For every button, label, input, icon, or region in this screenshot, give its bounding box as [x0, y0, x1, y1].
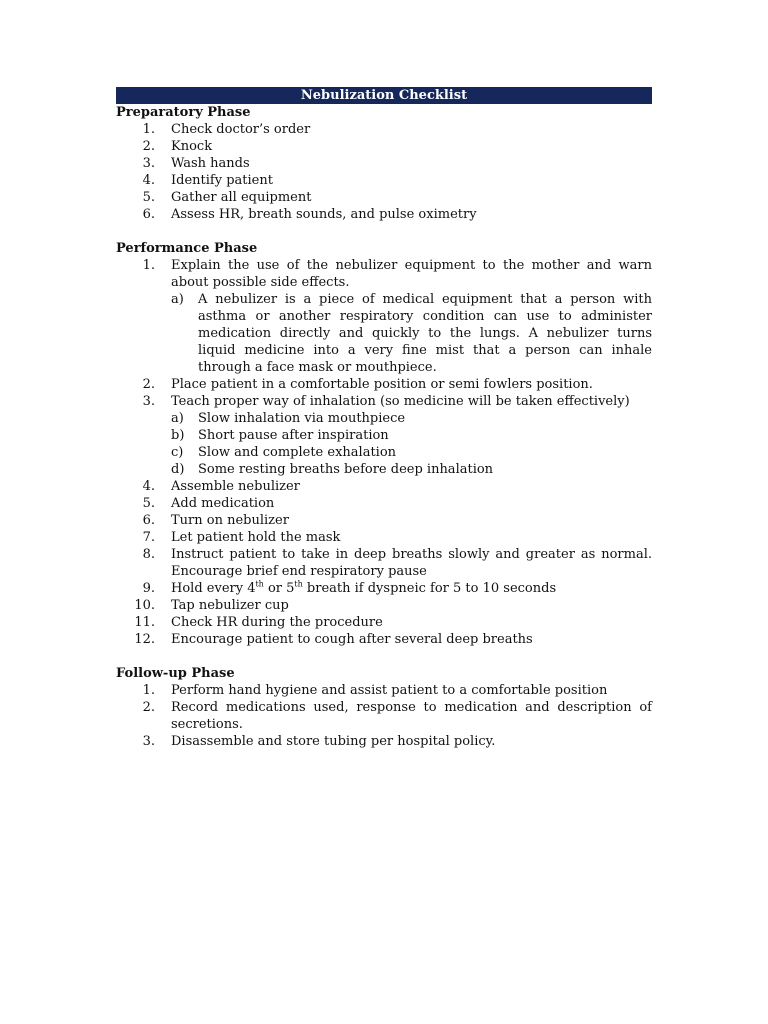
sub-item-text: Some resting breaths before deep inhalation — [198, 462, 494, 477]
list-item — [116, 631, 652, 648]
list-item — [116, 138, 652, 155]
item-number: 9. — [142, 581, 155, 596]
list-item — [116, 206, 652, 223]
followup-section — [116, 665, 652, 750]
followup-list — [116, 682, 652, 750]
preparatory-section — [116, 104, 652, 223]
item-number: 3. — [142, 156, 155, 171]
list-item — [116, 597, 652, 614]
item-text: Identify patient — [171, 173, 273, 188]
item-number: 10. — [134, 598, 155, 613]
list-item — [116, 580, 652, 597]
item-text: Wash hands — [171, 156, 250, 171]
item-number: 3. — [142, 734, 155, 749]
item-text: Teach proper way of inhalation (so medicine will be taken effectively) — [171, 394, 630, 409]
item-number: 2. — [142, 377, 155, 392]
sub-item — [116, 291, 652, 376]
list-item — [116, 699, 652, 733]
list-item — [116, 376, 652, 393]
item-text: Turn on nebulizer — [171, 513, 289, 528]
superscript: th — [294, 579, 303, 589]
item-number: 3. — [142, 394, 155, 409]
item-text: Explain the use of the nebulizer equipment to the mother and warn about possible side effects. — [171, 258, 652, 290]
list-item — [116, 478, 652, 495]
sub-item — [116, 444, 652, 461]
list-item — [116, 189, 652, 206]
item-number: 1. — [142, 258, 155, 273]
item-text-part: or 5 — [263, 581, 295, 596]
sub-item — [116, 427, 652, 444]
item-text: Place patient in a comfortable position or semi fowlers position. — [171, 377, 593, 392]
item-number: 5. — [142, 496, 155, 511]
item-number: 6. — [142, 513, 155, 528]
item-number: 1. — [142, 122, 155, 137]
item-text: Check doctor’s order — [171, 122, 311, 137]
sub-item — [116, 461, 652, 478]
list-item — [116, 121, 652, 138]
item-number: 7. — [142, 530, 155, 545]
list-item — [116, 682, 652, 699]
item-number: 12. — [134, 632, 155, 647]
item-text: Tap nebulizer cup — [171, 598, 289, 613]
item-text: Check HR during the procedure — [171, 615, 383, 630]
item-text: Disassemble and store tubing per hospital policy. — [171, 734, 496, 749]
item-text: Perform hand hygiene and assist patient to a comfortable position — [171, 683, 608, 698]
followup-heading: Follow-up Phase — [116, 666, 235, 681]
item-text: Knock — [171, 139, 213, 154]
item-text — [171, 581, 556, 596]
list-item — [116, 529, 652, 546]
item-text: Record medications used, response to medication and description of secretions. — [171, 700, 652, 732]
item-number: 5. — [142, 190, 155, 205]
list-item — [116, 546, 652, 580]
performance-list — [116, 257, 652, 648]
preparatory-list — [116, 121, 652, 223]
item-text: Encourage patient to cough after several deep breaths — [171, 632, 533, 647]
checklist-content — [116, 87, 652, 767]
item-text: Gather all equipment — [171, 190, 312, 205]
item-number: 2. — [142, 139, 155, 154]
sub-item-letter: a) — [171, 292, 184, 307]
performance-section — [116, 240, 652, 648]
sub-item-text: A nebulizer is a piece of medical equipment that a person with asthma or another respiratory condition can use to administer medication directly and quickly to the lungs. A nebulizer turns liquid medicine into a very fine mist that a person can inhale through a face mask or mouthpiece. — [198, 292, 652, 375]
item-number: 1. — [142, 683, 155, 698]
sub-item-letter: c) — [171, 445, 184, 460]
list-item — [116, 495, 652, 512]
item-number: 8. — [142, 547, 155, 562]
sub-item-text: Slow inhalation via mouthpiece — [198, 411, 406, 426]
item-number: 4. — [142, 173, 155, 188]
item-text: Instruct patient to take in deep breaths slowly and greater as normal. Encourage brief end respiratory pause — [171, 547, 652, 579]
sub-item-letter: a) — [171, 411, 184, 426]
item-number: 2. — [142, 700, 155, 715]
superscript: th — [255, 579, 264, 589]
preparatory-heading: Preparatory Phase — [116, 105, 251, 120]
item-text-part: Hold every 4 — [171, 581, 256, 596]
item-number: 11. — [134, 615, 155, 630]
item-text: Assess HR, breath sounds, and pulse oximetry — [171, 207, 477, 222]
performance-heading: Performance Phase — [116, 241, 258, 256]
item-text: Add medication — [171, 496, 275, 511]
list-item — [116, 172, 652, 189]
list-item — [116, 393, 652, 410]
item-text: Assemble nebulizer — [171, 479, 300, 494]
sub-item-text: Slow and complete exhalation — [198, 445, 397, 460]
list-item — [116, 614, 652, 631]
sub-item-text: Short pause after inspiration — [198, 428, 389, 443]
item-number: 6. — [142, 207, 155, 222]
sub-item-letter: b) — [171, 428, 185, 443]
sub-item-letter: d) — [171, 462, 185, 477]
list-item — [116, 257, 652, 291]
list-item — [116, 733, 652, 750]
item-text: Let patient hold the mask — [171, 530, 341, 545]
list-item — [116, 155, 652, 172]
item-text-part: breath if dyspneic for 5 to 10 seconds — [302, 581, 557, 596]
list-item — [116, 512, 652, 529]
sub-item — [116, 410, 652, 427]
item-number: 4. — [142, 479, 155, 494]
document-title: Nebulization Checklist — [116, 87, 652, 104]
